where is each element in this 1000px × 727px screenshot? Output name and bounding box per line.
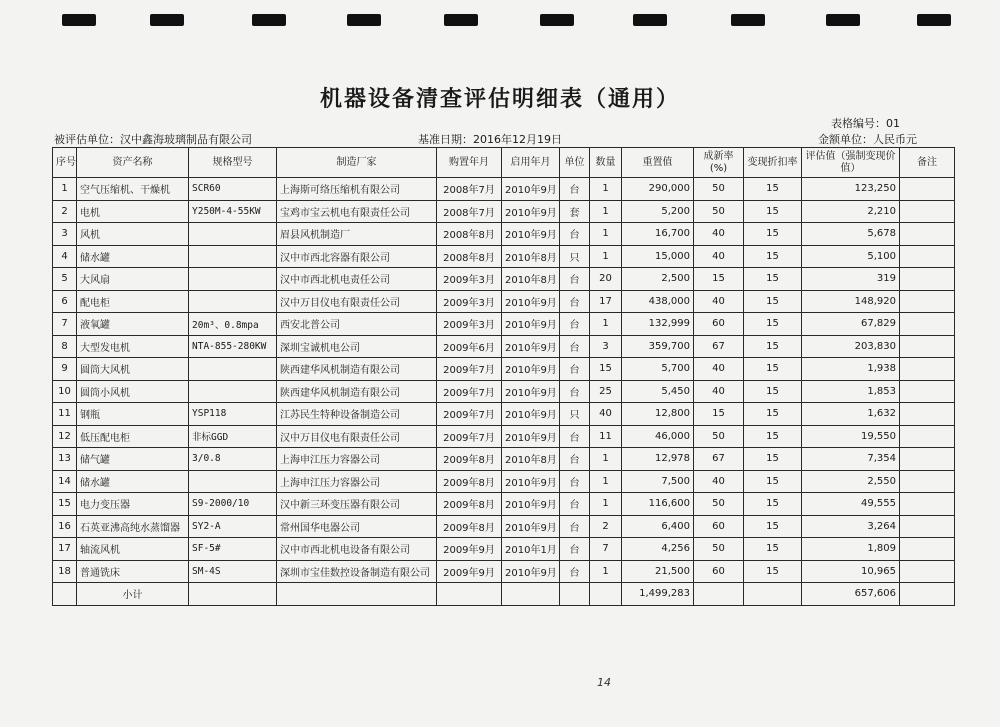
table-cell: 台	[560, 358, 590, 381]
table-cell: 11	[53, 403, 77, 426]
table-cell	[53, 583, 77, 606]
table-row	[53, 178, 955, 201]
registration-mark	[347, 14, 381, 26]
table-cell: 1,853	[802, 380, 900, 403]
table-row	[53, 470, 955, 493]
handwritten-page-number: 14	[597, 676, 611, 689]
subtotal-appraised-value: 657,606	[802, 583, 900, 606]
table-row	[53, 268, 955, 291]
table-cell: 15	[694, 403, 744, 426]
table-cell: 眉县风机制造厂	[277, 223, 437, 246]
table-cell: 67	[694, 448, 744, 471]
table-cell: 15	[694, 268, 744, 291]
table-cell: 5,100	[802, 245, 900, 268]
table-cell: 3,264	[802, 515, 900, 538]
table-cell: 2,500	[622, 268, 694, 291]
table-cell	[900, 380, 955, 403]
table-cell	[900, 470, 955, 493]
table-cell: 7	[590, 538, 622, 561]
table-cell	[900, 448, 955, 471]
table-cell: 40	[694, 470, 744, 493]
table-cell: 2009年3月	[437, 268, 502, 291]
table-cell: 16,700	[622, 223, 694, 246]
table-cell: 15	[744, 268, 802, 291]
table-cell: 普通铣床	[77, 560, 189, 583]
table-cell	[189, 470, 277, 493]
table-cell: 203,830	[802, 335, 900, 358]
table-cell: S9-2000/10	[189, 493, 277, 516]
table-cell: 5,678	[802, 223, 900, 246]
header-cell: 变现折扣率	[744, 148, 802, 178]
table-cell: 2010年9月	[502, 560, 560, 583]
table-cell: 常州国华电器公司	[277, 515, 437, 538]
table-cell: 2009年8月	[437, 470, 502, 493]
header-cell: 制造厂家	[277, 148, 437, 178]
registration-mark	[540, 14, 574, 26]
header-cell: 成新率(%)	[694, 148, 744, 178]
table-cell	[560, 583, 590, 606]
table-cell: 1	[590, 245, 622, 268]
table-cell: 2009年7月	[437, 358, 502, 381]
subtotal-label: 小计	[77, 583, 189, 606]
table-cell: 15	[744, 493, 802, 516]
document-title: 机器设备清查评估明细表（通用）	[319, 86, 680, 112]
table-cell: 116,600	[622, 493, 694, 516]
table-row	[53, 403, 955, 426]
table-cell: 储气罐	[77, 448, 189, 471]
table-cell: 台	[560, 290, 590, 313]
table-cell	[900, 335, 955, 358]
table-cell: 台	[560, 178, 590, 201]
table-cell: 台	[560, 425, 590, 448]
table-cell: 2010年8月	[502, 448, 560, 471]
table-cell	[437, 583, 502, 606]
table-cell	[900, 223, 955, 246]
registration-mark	[252, 14, 286, 26]
table-header-row	[53, 148, 955, 178]
table-cell: 15	[744, 380, 802, 403]
table-cell: 只	[560, 403, 590, 426]
table-cell: 359,700	[622, 335, 694, 358]
table-cell: SCR60	[189, 178, 277, 201]
table-cell: 台	[560, 223, 590, 246]
table-cell: 2010年9月	[502, 493, 560, 516]
table-cell: 汉中市西北机电责任公司	[277, 268, 437, 291]
table-row	[53, 313, 955, 336]
table-cell: 1	[590, 223, 622, 246]
table-row	[53, 245, 955, 268]
table-cell: 台	[560, 448, 590, 471]
table-cell: 2008年8月	[437, 223, 502, 246]
table-cell: 2010年8月	[502, 245, 560, 268]
table-cell: 5,700	[622, 358, 694, 381]
table-cell: 1	[590, 493, 622, 516]
table-cell: 风机	[77, 223, 189, 246]
table-cell: 6,400	[622, 515, 694, 538]
table-cell: 2,210	[802, 200, 900, 223]
header-cell: 重置值	[622, 148, 694, 178]
table-cell: 15	[744, 560, 802, 583]
table-cell: 台	[560, 470, 590, 493]
table-cell: 2008年7月	[437, 178, 502, 201]
table-cell: 15	[744, 403, 802, 426]
table-cell: 12	[53, 425, 77, 448]
table-cell: 2010年9月	[502, 200, 560, 223]
table-cell: 石英亚沸高纯水蒸馏器	[77, 515, 189, 538]
table-cell: 50	[694, 200, 744, 223]
table-cell	[189, 380, 277, 403]
table-cell: 5,200	[622, 200, 694, 223]
table-cell: 汉中市西北机电设备有限公司	[277, 538, 437, 561]
table-cell: 15	[744, 358, 802, 381]
table-row	[53, 358, 955, 381]
table-cell: 西安北普公司	[277, 313, 437, 336]
table-cell	[189, 583, 277, 606]
table-cell: 汉中市西北容器有限公司	[277, 245, 437, 268]
table-cell: 大风扇	[77, 268, 189, 291]
table-cell: 6	[53, 290, 77, 313]
registration-mark	[62, 14, 96, 26]
table-cell: 12,800	[622, 403, 694, 426]
table-cell	[900, 268, 955, 291]
table-cell: 2009年9月	[437, 538, 502, 561]
table-cell: 陕西建华风机制造有限公司	[277, 380, 437, 403]
table-cell: 40	[694, 358, 744, 381]
table-cell: 1	[590, 313, 622, 336]
table-cell: 132,999	[622, 313, 694, 336]
table-cell: 4	[53, 245, 77, 268]
table-cell: 电力变压器	[77, 493, 189, 516]
table-cell	[900, 245, 955, 268]
table-cell: 深圳宝诚机电公司	[277, 335, 437, 358]
table-cell: 20	[590, 268, 622, 291]
registration-mark	[826, 14, 860, 26]
table-cell: 2009年7月	[437, 425, 502, 448]
table-cell: 2009年6月	[437, 335, 502, 358]
registration-mark	[731, 14, 765, 26]
table-cell	[900, 313, 955, 336]
table-cell: 台	[560, 313, 590, 336]
table-cell: 17	[53, 538, 77, 561]
table-cell: 5,450	[622, 380, 694, 403]
table-cell: 宝鸡市宝云机电有限责任公司	[277, 200, 437, 223]
table-cell: 2009年9月	[437, 560, 502, 583]
table-cell: 汉中万目仪电有限责任公司	[277, 290, 437, 313]
table-cell: 1	[590, 200, 622, 223]
table-cell	[900, 403, 955, 426]
table-cell: 10	[53, 380, 77, 403]
table-cell: 上海申江压力容器公司	[277, 448, 437, 471]
table-cell: 14	[53, 470, 77, 493]
table-row	[53, 538, 955, 561]
table-cell: 汉中新三环变压器有限公司	[277, 493, 437, 516]
table-cell	[744, 583, 802, 606]
table-cell: 3	[53, 223, 77, 246]
table-cell: 钢瓶	[77, 403, 189, 426]
table-cell	[900, 425, 955, 448]
table-cell: 轴流风机	[77, 538, 189, 561]
table-cell	[189, 358, 277, 381]
table-cell: 15	[744, 223, 802, 246]
table-cell: 汉中万目仪电有限责任公司	[277, 425, 437, 448]
table-cell	[189, 223, 277, 246]
table-cell: 台	[560, 515, 590, 538]
table-cell: 7,354	[802, 448, 900, 471]
header-cell: 单位	[560, 148, 590, 178]
table-cell: 台	[560, 538, 590, 561]
table-cell: 只	[560, 245, 590, 268]
table-cell: 2010年9月	[502, 358, 560, 381]
table-cell: 大型发电机	[77, 335, 189, 358]
currency-unit: 金额单位：人民币元	[818, 133, 917, 146]
table-cell: 319	[802, 268, 900, 291]
table-cell: 60	[694, 560, 744, 583]
table-cell: 40	[694, 290, 744, 313]
header-cell: 序号	[53, 148, 77, 178]
table-cell: SF-5#	[189, 538, 277, 561]
table-cell: 2010年9月	[502, 425, 560, 448]
table-cell: 4,256	[622, 538, 694, 561]
table-cell: 40	[694, 245, 744, 268]
table-cell: 15	[590, 358, 622, 381]
table-cell: 1	[590, 178, 622, 201]
table-cell: 台	[560, 268, 590, 291]
form-number: 表格编号：01	[831, 117, 900, 130]
table-cell: 15	[744, 425, 802, 448]
table-row	[53, 493, 955, 516]
table-cell	[900, 290, 955, 313]
table-cell: 123,250	[802, 178, 900, 201]
header-cell: 启用年月	[502, 148, 560, 178]
table-cell: 套	[560, 200, 590, 223]
table-cell	[900, 515, 955, 538]
table-cell: 50	[694, 425, 744, 448]
table-cell: 16	[53, 515, 77, 538]
table-cell: 2009年3月	[437, 313, 502, 336]
table-cell: 2009年8月	[437, 448, 502, 471]
table-cell: 17	[590, 290, 622, 313]
table-cell: 台	[560, 560, 590, 583]
table-cell: 7,500	[622, 470, 694, 493]
base-date: 基准日期：2016年12月19日	[418, 133, 562, 146]
table-cell: 深圳市宝佳数控设备制造有限公司	[277, 560, 437, 583]
table-cell: 配电柜	[77, 290, 189, 313]
table-cell: 2010年9月	[502, 515, 560, 538]
table-cell: 15	[744, 335, 802, 358]
table-cell: 电机	[77, 200, 189, 223]
table-cell: 15,000	[622, 245, 694, 268]
table-cell: 1,632	[802, 403, 900, 426]
subtotal-replacement-value: 1,499,283	[622, 583, 694, 606]
table-cell	[900, 538, 955, 561]
table-cell: 46,000	[622, 425, 694, 448]
table-cell: 25	[590, 380, 622, 403]
table-cell: 15	[744, 538, 802, 561]
table-cell: 台	[560, 380, 590, 403]
table-cell: 2009年7月	[437, 380, 502, 403]
table-cell: 20m³、0.8mpa	[189, 313, 277, 336]
table-cell: 148,920	[802, 290, 900, 313]
table-cell: 15	[744, 290, 802, 313]
table-cell: 圆筒大风机	[77, 358, 189, 381]
table-cell: 2010年9月	[502, 470, 560, 493]
registration-mark	[633, 14, 667, 26]
table-cell: 台	[560, 335, 590, 358]
table-cell: 1	[53, 178, 77, 201]
table-cell: 1,938	[802, 358, 900, 381]
table-row	[53, 560, 955, 583]
table-cell: 2009年8月	[437, 493, 502, 516]
table-cell: 8	[53, 335, 77, 358]
table-row	[53, 290, 955, 313]
table-cell: 1	[590, 448, 622, 471]
appraised-unit: 被评估单位：汉中鑫海玻璃制品有限公司	[54, 133, 252, 146]
table-cell: 15	[744, 313, 802, 336]
table-cell: 台	[560, 493, 590, 516]
registration-mark	[150, 14, 184, 26]
subtotal-row	[53, 583, 955, 606]
table-cell: 15	[744, 200, 802, 223]
registration-mark	[444, 14, 478, 26]
table-row	[53, 425, 955, 448]
table-row	[53, 380, 955, 403]
table-cell: 40	[590, 403, 622, 426]
table-cell: 67,829	[802, 313, 900, 336]
table-cell: 储水罐	[77, 245, 189, 268]
table-cell: 非标GGD	[189, 425, 277, 448]
table-cell: 2009年3月	[437, 290, 502, 313]
header-cell: 资产名称	[77, 148, 189, 178]
table-cell: 3/0.8	[189, 448, 277, 471]
table-cell: 10,965	[802, 560, 900, 583]
table-cell: 15	[744, 515, 802, 538]
table-cell	[189, 245, 277, 268]
table-cell: 12,978	[622, 448, 694, 471]
table-cell: 2010年9月	[502, 403, 560, 426]
table-cell	[694, 583, 744, 606]
table-row	[53, 335, 955, 358]
table-cell: 18	[53, 560, 77, 583]
table-cell: 1	[590, 470, 622, 493]
table-cell: 2010年9月	[502, 223, 560, 246]
equipment-table	[52, 147, 955, 606]
table-cell: 7	[53, 313, 77, 336]
table-cell: 15	[744, 470, 802, 493]
table-cell: Y250M-4-55KW	[189, 200, 277, 223]
table-cell: 2008年7月	[437, 200, 502, 223]
table-cell: YSP118	[189, 403, 277, 426]
table-cell	[502, 583, 560, 606]
table-row	[53, 515, 955, 538]
table-cell: 2010年8月	[502, 268, 560, 291]
table-body	[53, 178, 955, 606]
table-cell: 陕西建华风机制造有限公司	[277, 358, 437, 381]
table-cell: 2	[590, 515, 622, 538]
table-cell: 液氧罐	[77, 313, 189, 336]
table-cell: 2010年9月	[502, 380, 560, 403]
table-cell: 2010年9月	[502, 335, 560, 358]
table-cell: 290,000	[622, 178, 694, 201]
table-cell: 2010年1月	[502, 538, 560, 561]
table-cell: SY2-A	[189, 515, 277, 538]
header-cell: 数量	[590, 148, 622, 178]
table-cell: 上海斯可络压缩机有限公司	[277, 178, 437, 201]
table-cell: 2010年9月	[502, 178, 560, 201]
table-cell: 3	[590, 335, 622, 358]
table-cell: 60	[694, 313, 744, 336]
table-cell: 1	[590, 560, 622, 583]
registration-mark	[917, 14, 951, 26]
table-cell: 15	[744, 178, 802, 201]
table-cell	[189, 290, 277, 313]
table-cell: 储水罐	[77, 470, 189, 493]
table-cell: 15	[53, 493, 77, 516]
table-cell	[900, 200, 955, 223]
table-cell: 2010年9月	[502, 290, 560, 313]
table-cell	[590, 583, 622, 606]
table-cell: 49,555	[802, 493, 900, 516]
table-cell: 19,550	[802, 425, 900, 448]
table-cell: 60	[694, 515, 744, 538]
table-cell: 15	[744, 448, 802, 471]
table-cell: 2009年7月	[437, 403, 502, 426]
table-cell: 空气压缩机、干燥机	[77, 178, 189, 201]
table-cell: 50	[694, 493, 744, 516]
table-cell: 2	[53, 200, 77, 223]
table-cell: 低压配电柜	[77, 425, 189, 448]
header-cell: 规格型号	[189, 148, 277, 178]
table-cell	[900, 358, 955, 381]
table-cell: 2008年8月	[437, 245, 502, 268]
table-cell	[900, 178, 955, 201]
table-cell: 40	[694, 380, 744, 403]
table-cell: 21,500	[622, 560, 694, 583]
table-cell: 1,809	[802, 538, 900, 561]
table-cell: 438,000	[622, 290, 694, 313]
table-row	[53, 200, 955, 223]
table-cell	[900, 493, 955, 516]
table-cell	[900, 583, 955, 606]
table-cell: 50	[694, 178, 744, 201]
table-row	[53, 223, 955, 246]
table-cell: 15	[744, 245, 802, 268]
table-cell: 2009年8月	[437, 515, 502, 538]
table-cell: 5	[53, 268, 77, 291]
table-cell: 圆筒小风机	[77, 380, 189, 403]
table-cell: SM-4S	[189, 560, 277, 583]
table-cell: 江苏民生特种设备制造公司	[277, 403, 437, 426]
header-cell: 评估值（强制变现价值）	[802, 148, 900, 178]
table-cell: 2,550	[802, 470, 900, 493]
table-cell	[277, 583, 437, 606]
table-cell	[900, 560, 955, 583]
table-cell: 40	[694, 223, 744, 246]
table-cell: NTA-855-280KW	[189, 335, 277, 358]
header-cell: 备注	[900, 148, 955, 178]
table-cell	[189, 268, 277, 291]
table-cell: 11	[590, 425, 622, 448]
header-cell: 购置年月	[437, 148, 502, 178]
table-cell: 50	[694, 538, 744, 561]
table-cell: 上海申江压力容器公司	[277, 470, 437, 493]
table-cell: 2010年9月	[502, 313, 560, 336]
table-cell: 67	[694, 335, 744, 358]
table-cell: 9	[53, 358, 77, 381]
table-row	[53, 448, 955, 471]
table-cell: 13	[53, 448, 77, 471]
